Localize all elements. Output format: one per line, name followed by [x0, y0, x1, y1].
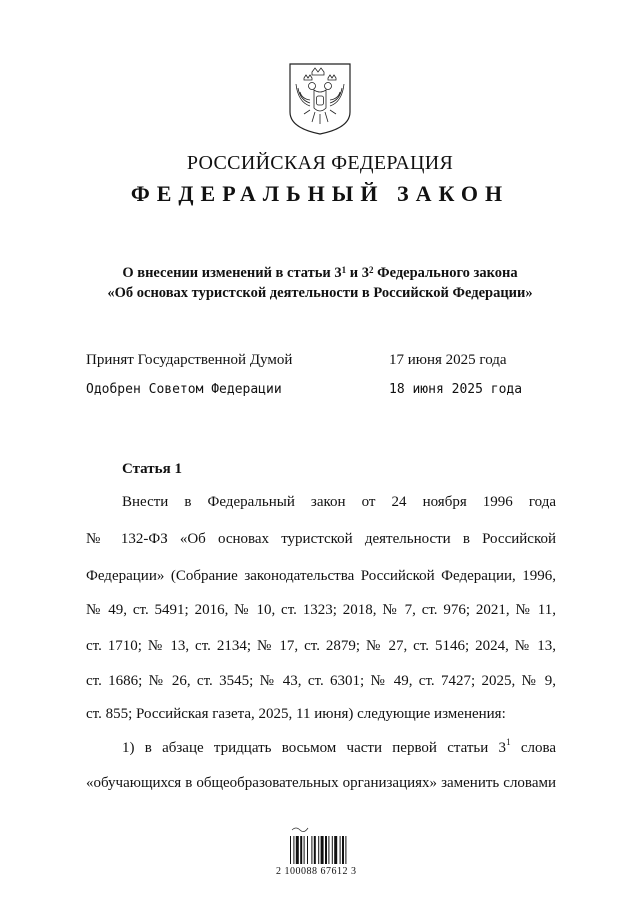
list-item-text: 1) в абзаце тридцать восьмом части первой статьи 3 — [122, 740, 507, 756]
law-title-text: Федерального закона — [373, 265, 518, 281]
paragraph-line: ст. 1710; № 13, ст. 2134; № 17, ст. 2879; № 27, ст. 5146; 2024, № 13, — [86, 638, 556, 654]
council-approval-date: 18 июня 2025 года — [389, 382, 523, 397]
country-name: РОССИЙСКАЯ ФЕДЕРАЦИЯ — [186, 152, 454, 174]
paragraph-line: № 49, ст. 5491; 2016, № 10, ст. 1323; 2018, № 7, ст. 976; 2021, № 11, — [86, 602, 556, 618]
superscript: 2 — [369, 265, 374, 275]
duma-adoption-label: Принят Государственной Думой — [86, 352, 293, 368]
law-title-text: и 3 — [346, 265, 369, 281]
superscript: 1 — [341, 265, 347, 275]
superscript: 1 — [506, 737, 511, 747]
duma-adoption-date: 17 июня 2025 года — [389, 352, 507, 368]
paragraph-line: Внести в Федеральный закон от 24 ноября 1996 года — [122, 494, 556, 510]
paragraph-line: Федерации» (Собрание законодательства Российской Федерации, 1996, — [86, 568, 556, 584]
list-item-line — [122, 737, 557, 757]
law-title-line-2: «Об основах туристской деятельности в Российской Федерации» — [107, 285, 533, 301]
paragraph-line: ст. 1686; № 26, ст. 3545; № 43, ст. 6301; № 49, ст. 7427; 2025, № 9, — [86, 673, 556, 689]
law-title-text: О внесении изменений в статьи 3 — [122, 265, 342, 281]
article-heading: Статья 1 — [122, 461, 182, 477]
law-title-line-1 — [0, 263, 640, 283]
paragraph-line: № 132-ФЗ «Об основах туристской деятельности в Российской — [86, 531, 556, 547]
barcode-icon — [286, 826, 366, 886]
barcode-number: 2 100088 67612 3 — [276, 866, 357, 877]
state-emblem-icon — [288, 62, 352, 136]
document-type-title: ФЕДЕРАЛЬНЫЙ ЗАКОН — [130, 181, 510, 206]
council-approval-label: Одобрен Советом Федерации — [86, 382, 282, 397]
paragraph-line: ст. 855; Российская газета, 2025, 11 июня) следующие изменения: — [86, 706, 506, 722]
list-item-text: слова — [510, 740, 557, 756]
list-item-line: «обучающихся в общеобразовательных организациях» заменить словами — [86, 775, 556, 791]
